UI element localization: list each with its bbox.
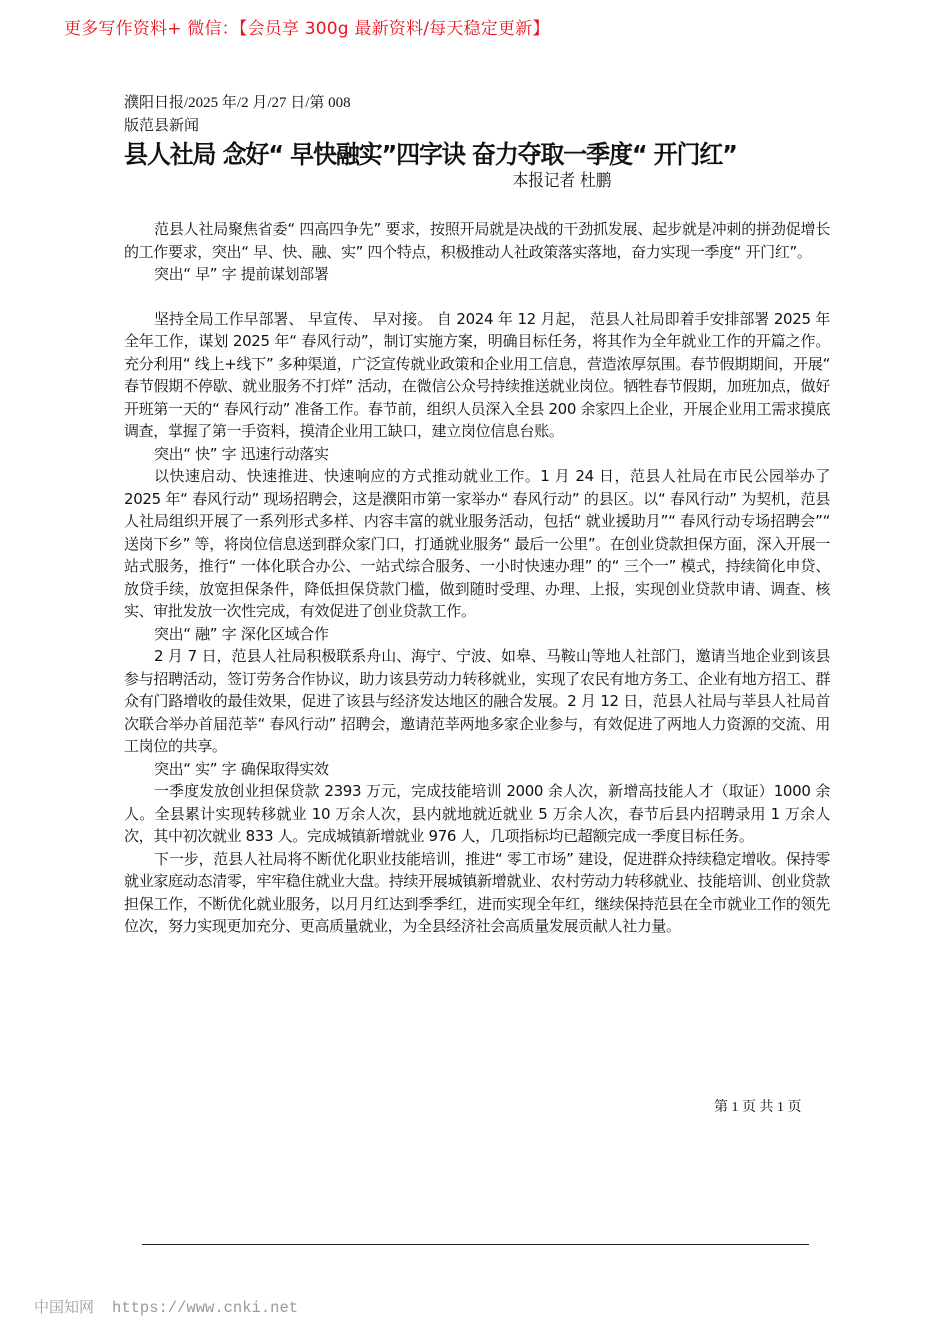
source-watermark — [34, 1296, 298, 1317]
byline: 本报记者 杜鹏 — [512, 171, 612, 191]
section-heading-early: 突出“ 早” 字 提前谋划部署 — [154, 265, 329, 283]
section-line: 版范县新闻 — [124, 118, 200, 134]
section-heading-integrate: 突出“ 融” 字 深化区域合作 — [154, 624, 329, 643]
section-heading-solid: 突出“ 实” 字 确保取得实效 — [154, 759, 329, 778]
article-page — [124, 92, 830, 938]
article-title: 县人社局 念好“ 早快融实”四字诀 奋力夺取一季度“ 开门红” — [124, 140, 737, 169]
footer-divider — [142, 1244, 809, 1245]
section-paragraph: 2 月 7 日，范县人社局积极联系舟山、海宁、宁波、如皋、马鞍山等地人社部门，邀请当地企业到该县参与招聘活动，签订劳务合作协议，助力该县劳动力转移就业，实现了农民有地方务工、企业有地方招工、群众有门路增收的最佳效果，促进了该县与经济发达地区的融合发展。2 月 12 日，范县人社局与莘县人社局首次联合举办首届范莘“ 春风行动” 招聘会，邀请范莘两地多家企业参与，有效促进了两地人力资源的交流、用工岗位的共享。 — [124, 647, 830, 755]
section-paragraph: 以快速启动、快速推进、快速响应的方式推动就业工作。1 月 24 日，范县人社局在市民公园举办了 2025 年“ 春风行动” 现场招聘会，这是濮阳市第一家举办“ 春风行动” 的县区。以“ 春风行动” 为契机，范县人社局组织开展了一系列形式多样、内容丰富的就业服务活动，包括“ 就业援助月”“ 春风行动专场招聘会”“ 送岗下乡” 等，将岗位信息送到群众家门口，打通就业服务“ 最后一公里”。在创业贷款担保方面，深入开展一站式服务，推行“ 一体化联合办公、一站式综合服务、一小时快速办理” 的“ 三个一” 模式，持续简化申贷、放贷手续，放宽担保条件，降低担保贷款门槛，做到随时受理、办理、上报，实现创业贷款申请、调查、核实、审批发放一次性完成，有效促进了创业贷款工作。 — [124, 467, 830, 620]
section-heading-fast: 突出“ 快” 字 迅速行动落实 — [154, 444, 329, 463]
closing-paragraph: 下一步，范县人社局将不断优化职业技能培训，推进“ 零工市场” 建设，促进群众持续稳定增收。保持零就业家庭动态清零，牢牢稳住就业大盘。持续开展城镇新增就业、农村劳动力转移就业、技能培训、创业贷款担保工作，不断优化就业服务，以月月红达到季季红，进而实现全年红，继续保持范县在全市就业工作的领先位次，努力实现更加充分、更高质量就业，为全县经济社会高质量发展贡献人社力量。 — [124, 849, 830, 935]
intro-paragraph: 范县人社局聚焦省委“ 四高四争先” 要求，按照开局就是决战的干劲抓发展、起步就是冲刺的拼劲促增长的工作要求，突出“ 早、快、融、实” 四个特点，积极推动人社政策落实落地，奋力实现一季度“ 开门红”。 — [124, 220, 830, 261]
section-paragraph: 坚持全局工作早部署、 早宣传、 早对接。 自 2024 年 12 月起， 范县人社局即着手安排部署 2025 年全年工作，谋划 2025 年“ 春风行动”，制订实施方案，明确目标任务，将其作为全年就业工作的开篇之作。充分利用“ 线上+线下” 多种渠道，广泛宣传就业政策和企业用工信息，营造浓厚氛围。春节假期期间，开展“ 春节假期不停歇、就业服务不打烊” 活动，在微信公众号持续推送就业岗位。牺牲春节假期，加班加点，做好开班第一天的“ 春风行动” 准备工作。春节前，组织人员深入全县 200 余家四上企业，开展企业用工需求摸底调查，掌握了第一手资料，摸清企业用工缺口，建立岗位信息台账。 — [124, 309, 830, 440]
article-body — [124, 218, 830, 938]
source-line: 濮阳日报/2025 年/2 月/27 日/第 008 — [124, 95, 351, 111]
blank-line — [124, 286, 830, 308]
section-paragraph: 一季度发放创业担保贷款 2393 万元，完成技能培训 2000 余人次，新增高技能人才（取证）1000 余人。全县累计实现转移就业 10 万余人次，县内就地就近就业 5 万余人次，春节后县内招聘录用 1 万余人次，其中初次就业 833 人。完成城镇新增就业 976 人，几项指标均已超额完成一季度目标任务。 — [124, 782, 830, 845]
source-name: 中国知网 — [34, 1298, 95, 1316]
page-number: 第 1 页 共 1 页 — [714, 1100, 802, 1115]
source-url-link[interactable]: https://www.cnki.net — [112, 1299, 299, 1317]
promo-banner: 更多写作资料+ 微信：【会员享 300g 最新资料/每天稳定更新】 — [64, 19, 550, 39]
